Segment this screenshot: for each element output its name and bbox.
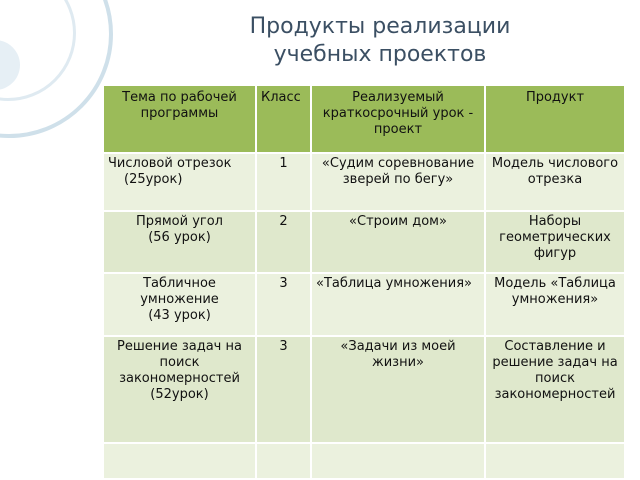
decorative-ring bbox=[0, 0, 113, 138]
empty-cell bbox=[256, 443, 311, 479]
topic-name: Прямой угол bbox=[136, 214, 223, 229]
grade-cell: 3 bbox=[256, 273, 311, 336]
decorative-ring-inner bbox=[0, 0, 76, 101]
topic-name: Решение задач на поиск закономерностей bbox=[117, 339, 242, 386]
empty-cell bbox=[485, 443, 625, 479]
table-row bbox=[103, 211, 625, 273]
lesson-cell: «Таблица умножения» bbox=[311, 273, 485, 336]
table-row bbox=[103, 336, 625, 443]
topic-name: Табличное умножение bbox=[140, 276, 219, 307]
product-cell: Модель числового отрезка bbox=[485, 153, 625, 211]
topic-cell bbox=[103, 153, 256, 211]
topic-cell bbox=[103, 336, 256, 443]
product-cell: Наборы геометрических фигур bbox=[485, 211, 625, 273]
table-row-empty bbox=[103, 443, 625, 479]
grade-cell: 1 bbox=[256, 153, 311, 211]
product-cell: Модель «Таблица умножения» bbox=[485, 273, 625, 336]
topic-cell bbox=[103, 273, 256, 336]
grade-cell: 3 bbox=[256, 336, 311, 443]
header-product: Продукт bbox=[485, 85, 625, 153]
table-row bbox=[103, 153, 625, 211]
empty-cell bbox=[103, 443, 256, 479]
topic-cell bbox=[103, 211, 256, 273]
topic-lesson: (43 урок) bbox=[148, 308, 211, 323]
topic-lesson: (25урок) bbox=[124, 172, 183, 187]
table-header-row bbox=[103, 85, 625, 153]
lesson-cell: «Строим дом» bbox=[311, 211, 485, 273]
topic-name: Числовой отрезок bbox=[108, 156, 232, 171]
topic-lesson: (56 урок) bbox=[148, 230, 211, 245]
slide-title-line-1: Продукты реализации bbox=[249, 14, 511, 39]
topic-lesson: (52урок) bbox=[150, 387, 209, 402]
projects-table bbox=[102, 84, 626, 480]
grade-cell: 2 bbox=[256, 211, 311, 273]
lesson-cell: «Судим соревнование зверей по бегу» bbox=[311, 153, 485, 211]
product-cell: Составление и решение задач на поиск закономерностей bbox=[485, 336, 625, 443]
header-topic: Тема по рабочей программы bbox=[103, 85, 256, 153]
empty-cell bbox=[311, 443, 485, 479]
header-lesson: Реализуемый краткосрочный урок - проект bbox=[311, 85, 485, 153]
slide-title bbox=[150, 13, 610, 69]
table-row bbox=[103, 273, 625, 336]
decorative-dot bbox=[0, 40, 20, 90]
header-grade: Класс bbox=[256, 85, 311, 153]
lesson-cell: «Задачи из моей жизни» bbox=[311, 336, 485, 443]
slide-title-line-2: учебных проектов bbox=[273, 42, 487, 67]
